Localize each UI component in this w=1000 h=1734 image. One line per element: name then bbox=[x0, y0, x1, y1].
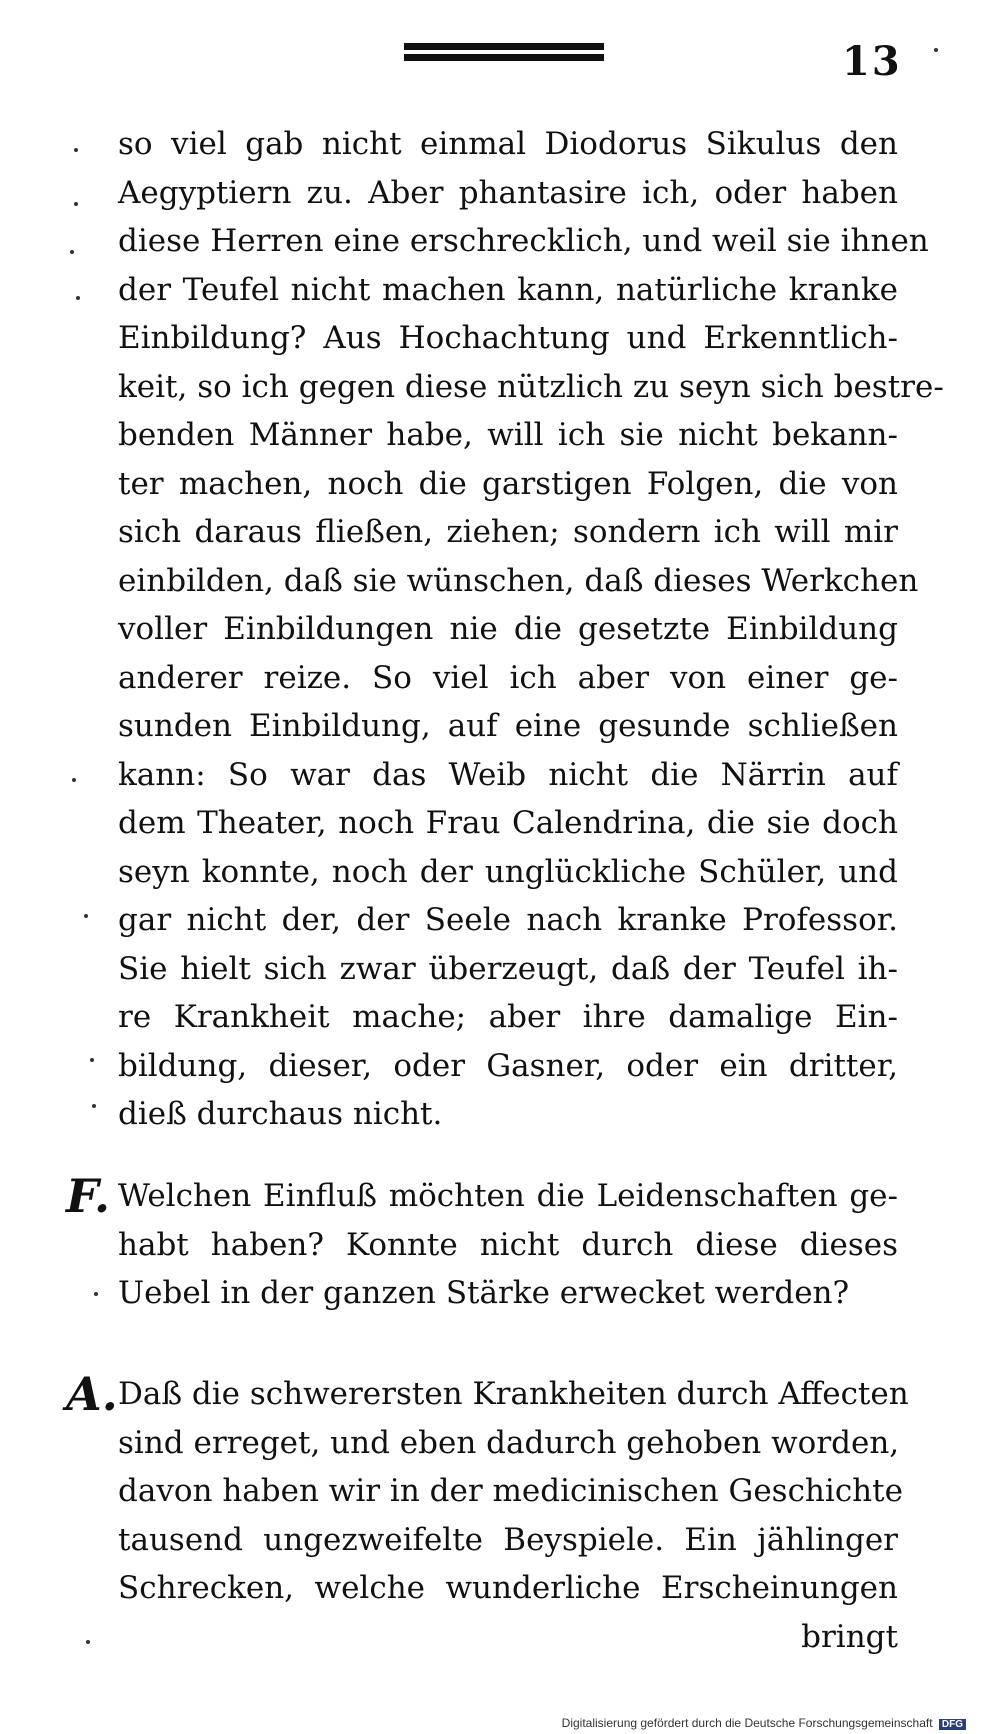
text-line: Uebel in der ganzen Stärke erwecket werden? bbox=[118, 1275, 850, 1311]
text-line: voller Einbildungen nie die gesetzte Einbildung bbox=[118, 611, 898, 647]
text-line: Welchen Einfluß möchten die Leidenschaften ge- bbox=[118, 1178, 898, 1214]
text-line: Aegyptiern zu. Aber phantasire ich, oder haben bbox=[118, 174, 898, 211]
margin-speck bbox=[92, 1104, 96, 1108]
text-line: einbilden, daß sie wünschen, daß dieses Werkchen bbox=[118, 562, 919, 599]
digitization-footer bbox=[562, 1716, 966, 1730]
text-line: Sie hielt sich zwar überzeugt, daß der Teufel ih- bbox=[118, 950, 898, 987]
text-line: keit, so ich gegen diese nützlich zu seyn sich bestre- bbox=[118, 368, 944, 405]
page-number: 13 bbox=[842, 38, 902, 85]
text-line: dieß durchaus nicht. bbox=[118, 1096, 443, 1132]
margin-speck bbox=[934, 48, 938, 52]
header-rule bbox=[404, 54, 604, 61]
catchword: bringt bbox=[801, 1618, 898, 1655]
margin-speck bbox=[84, 914, 88, 918]
answer-block bbox=[66, 1367, 909, 1661]
footer-text: Digitalisierung gefördert durch die Deutsche Forschungsgemeinschaft bbox=[561, 1716, 933, 1730]
text-line: ter machen, noch die garstigen Folgen, die von bbox=[118, 465, 898, 502]
text-line: Schrecken, welche wunderliche Erscheinungen bbox=[118, 1570, 898, 1606]
margin-speck bbox=[90, 1058, 94, 1062]
text-line: sich daraus fließen, ziehen; sondern ich will mir bbox=[118, 514, 898, 550]
text-line: diese Herren eine erschrecklich, und weil sie ihnen bbox=[118, 223, 929, 259]
dfg-logo: DFG bbox=[939, 1719, 966, 1730]
margin-speck bbox=[86, 1640, 90, 1644]
body-paragraph bbox=[118, 120, 944, 1139]
margin-speck bbox=[74, 148, 78, 152]
text-line: sind erreget, und eben dadurch gehoben worden, bbox=[118, 1424, 900, 1461]
margin-speck bbox=[94, 1292, 98, 1296]
question-block bbox=[66, 1169, 898, 1318]
text-line: gar nicht der, der Seele nach kranke Professor. bbox=[118, 902, 898, 938]
text-line: re Krankheit mache; aber ihre damalige Ein- bbox=[118, 999, 898, 1035]
margin-speck bbox=[72, 778, 76, 782]
answer-marker: A. bbox=[66, 1367, 118, 1421]
text-line: bildung, dieser, oder Gasner, oder ein dritter, bbox=[118, 1047, 898, 1084]
text-line: Einbildung? Aus Hochachtung und Erkenntlich- bbox=[118, 320, 898, 356]
margin-speck bbox=[74, 202, 78, 206]
text-line: benden Männer habe, will ich sie nicht bekann- bbox=[118, 417, 898, 453]
text-line: davon haben wir in der medicinischen Geschichte bbox=[118, 1473, 903, 1509]
question-marker: F. bbox=[66, 1169, 111, 1223]
text-line: seyn konnte, noch der unglückliche Schüler, und bbox=[118, 853, 898, 890]
text-line: dem Theater, noch Frau Calendrina, die sie doch bbox=[118, 805, 898, 841]
text-line: tausend ungezweifelte Beyspiele. Ein jählinger bbox=[118, 1521, 898, 1558]
text-line: kann: So war das Weib nicht die Närrin auf bbox=[118, 756, 898, 793]
margin-speck bbox=[76, 296, 80, 300]
text-line: sunden Einbildung, auf eine gesunde schließen bbox=[118, 708, 898, 744]
text-line: der Teufel nicht machen kann, natürliche kranke bbox=[118, 271, 898, 308]
text-line: anderer reize. So viel ich aber von einer ge- bbox=[118, 659, 898, 696]
text-line: Daß die schwerersten Krankheiten durch Affecten bbox=[118, 1376, 909, 1412]
text-line: habt haben? Konnte nicht durch diese dieses bbox=[118, 1226, 898, 1263]
margin-speck bbox=[70, 250, 74, 254]
header-rule bbox=[404, 43, 604, 50]
text-line: so viel gab nicht einmal Diodorus Sikulus den bbox=[118, 126, 898, 162]
